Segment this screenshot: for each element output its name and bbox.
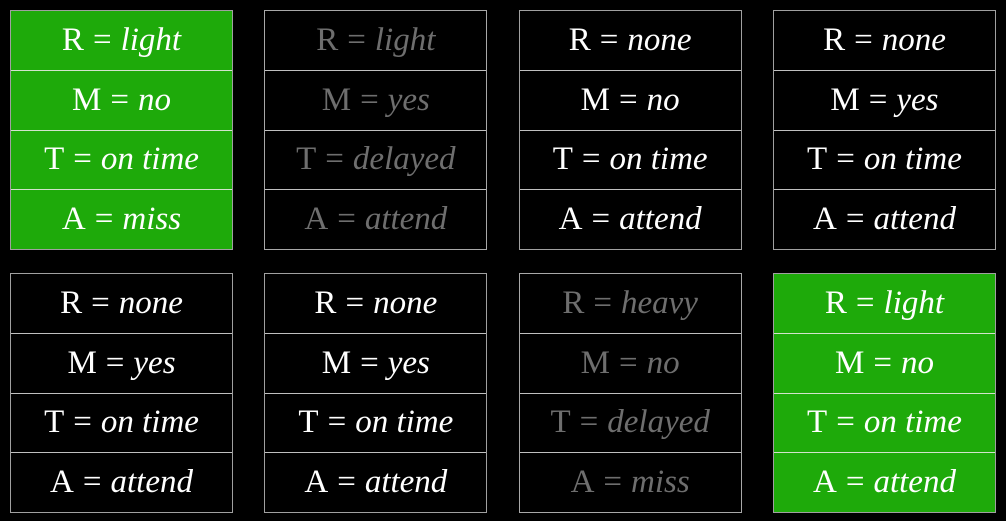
- variable-value: no: [137, 81, 171, 118]
- equals-sign: =: [92, 21, 112, 58]
- variable-letter: M: [321, 81, 352, 118]
- variable-letter: M: [835, 344, 865, 381]
- assignment-row: [520, 452, 741, 512]
- assignment-row: [11, 333, 232, 393]
- variable-value: yes: [387, 81, 430, 118]
- assignment-row: [265, 11, 486, 70]
- card-row-top: [10, 10, 996, 250]
- variable-letter: T: [296, 141, 317, 178]
- world-card-6: [264, 273, 487, 513]
- assignment-row: [11, 274, 232, 333]
- equals-sign: =: [337, 201, 356, 238]
- equals-sign: =: [873, 344, 892, 381]
- variable-letter: R: [60, 284, 83, 321]
- variable-letter: T: [552, 141, 573, 178]
- world-card-4: [773, 10, 996, 250]
- equals-sign: =: [836, 404, 855, 441]
- variable-value: none: [881, 21, 946, 58]
- assignment-row: [265, 393, 486, 453]
- variable-letter: T: [550, 404, 571, 441]
- equals-sign: =: [105, 344, 125, 381]
- card-row-bottom: [10, 273, 996, 513]
- assignment-row: [11, 393, 232, 453]
- variable-value: light: [120, 21, 182, 58]
- assignment-row: [11, 452, 232, 512]
- equals-sign: =: [337, 464, 356, 501]
- variable-letter: R: [824, 284, 847, 321]
- assignment-row: [265, 452, 486, 512]
- variable-value: no: [646, 344, 680, 381]
- variable-value: yes: [896, 81, 939, 118]
- variable-letter: R: [823, 21, 846, 58]
- variable-letter: A: [813, 201, 837, 238]
- variable-value: delayed: [607, 404, 710, 441]
- variable-value: on time: [355, 404, 454, 441]
- variable-letter: T: [44, 404, 65, 441]
- equals-sign: =: [855, 284, 875, 321]
- variable-value: none: [627, 21, 692, 58]
- assignment-row: [774, 274, 995, 333]
- variable-value: attend: [619, 201, 702, 238]
- equals-sign: =: [82, 464, 102, 501]
- assignment-row: [265, 130, 486, 190]
- assignment-row: [774, 70, 995, 130]
- world-card-7: [519, 273, 742, 513]
- variable-value: on time: [863, 141, 962, 178]
- variable-letter: T: [298, 404, 319, 441]
- variable-letter: M: [72, 81, 102, 118]
- equals-sign: =: [854, 21, 873, 58]
- variable-letter: A: [558, 201, 583, 238]
- assignment-row: [520, 393, 741, 453]
- equals-sign: =: [73, 141, 92, 178]
- assignment-row: [520, 274, 741, 333]
- variable-letter: T: [807, 404, 828, 441]
- variable-value: yes: [133, 344, 176, 381]
- variable-value: attend: [873, 201, 956, 238]
- assignment-row: [774, 189, 995, 249]
- world-card-2: [264, 10, 487, 250]
- assignment-row: [774, 11, 995, 70]
- variable-value: none: [373, 284, 438, 321]
- variable-value: attend: [873, 464, 956, 501]
- variable-value: light: [374, 21, 436, 58]
- world-card-8: [773, 273, 996, 513]
- assignment-row: [11, 70, 232, 130]
- variable-letter: A: [304, 201, 329, 238]
- equals-sign: =: [581, 141, 601, 178]
- equals-sign: =: [845, 201, 865, 238]
- variable-letter: M: [580, 81, 611, 118]
- equals-sign: =: [836, 141, 855, 178]
- variable-value: delayed: [352, 141, 456, 178]
- assignment-row: [265, 333, 486, 393]
- assignment-row: [774, 452, 995, 512]
- variable-value: on time: [100, 404, 199, 441]
- variable-value: attend: [110, 464, 193, 501]
- assignment-row: [774, 393, 995, 453]
- equals-sign: =: [94, 201, 114, 238]
- equals-sign: =: [91, 284, 110, 321]
- variable-letter: A: [304, 464, 329, 501]
- variable-letter: M: [580, 344, 611, 381]
- assignment-row: [265, 274, 486, 333]
- variable-letter: A: [813, 464, 837, 501]
- equals-sign: =: [360, 344, 379, 381]
- variable-letter: A: [61, 201, 86, 238]
- assignment-row: [520, 189, 741, 249]
- equals-sign: =: [360, 81, 379, 118]
- equals-sign: =: [599, 21, 619, 58]
- variable-value: attend: [364, 201, 448, 238]
- assignment-row: [11, 11, 232, 70]
- variable-value: on time: [609, 141, 708, 178]
- assignment-row: [520, 333, 741, 393]
- assignment-row: [520, 11, 741, 70]
- variable-value: miss: [631, 464, 690, 501]
- assignment-row: [520, 70, 741, 130]
- variable-value: no: [900, 344, 934, 381]
- world-card-3: [519, 10, 742, 250]
- equals-sign: =: [579, 404, 599, 441]
- equals-sign: =: [110, 81, 129, 118]
- variable-value: no: [646, 81, 680, 118]
- variable-letter: R: [314, 284, 337, 321]
- variable-letter: R: [316, 21, 339, 58]
- world-card-1: [10, 10, 233, 250]
- equals-sign: =: [593, 284, 612, 321]
- assignment-row: [11, 130, 232, 190]
- variable-value: on time: [863, 404, 962, 441]
- variable-letter: T: [807, 141, 828, 178]
- variable-value: yes: [387, 344, 430, 381]
- variable-letter: R: [562, 284, 585, 321]
- equals-sign: =: [603, 464, 623, 501]
- assignment-row: [774, 333, 995, 393]
- variable-value: light: [883, 284, 945, 321]
- equals-sign: =: [325, 141, 344, 178]
- equals-sign: =: [347, 21, 366, 58]
- variable-value: heavy: [621, 284, 698, 321]
- variable-value: on time: [100, 141, 199, 178]
- equals-sign: =: [619, 81, 638, 118]
- variable-letter: R: [61, 21, 84, 58]
- equals-sign: =: [619, 344, 638, 381]
- assignment-row: [265, 189, 486, 249]
- assignment-row: [774, 130, 995, 190]
- equals-sign: =: [73, 404, 92, 441]
- variable-letter: M: [67, 344, 97, 381]
- variable-letter: A: [50, 464, 74, 501]
- world-card-5: [10, 273, 233, 513]
- variable-letter: A: [570, 464, 595, 501]
- variable-value: miss: [122, 201, 182, 238]
- equals-sign: =: [345, 284, 365, 321]
- variable-letter: R: [568, 21, 591, 58]
- equals-sign: =: [868, 81, 888, 118]
- assignment-row: [11, 189, 232, 249]
- equals-sign: =: [327, 404, 347, 441]
- variable-value: attend: [364, 464, 448, 501]
- equals-sign: =: [845, 464, 865, 501]
- assignment-row: [265, 70, 486, 130]
- variable-letter: M: [321, 344, 352, 381]
- variable-letter: M: [830, 81, 860, 118]
- assignment-row: [520, 130, 741, 190]
- variable-letter: T: [44, 141, 65, 178]
- variable-value: none: [118, 284, 183, 321]
- equals-sign: =: [591, 201, 611, 238]
